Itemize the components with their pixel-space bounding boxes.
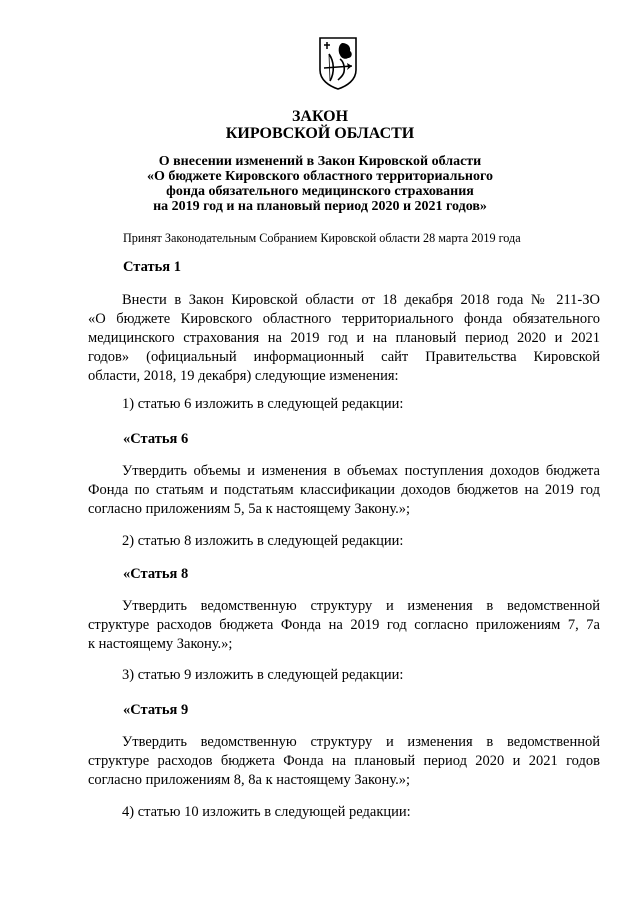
- text-line: 4) статью 10 изложить в следующей редакции:: [122, 804, 411, 820]
- text-line: области, 2018, 19 декабря) следующие изменения:: [88, 368, 399, 384]
- text-line: Внести в Закон Кировской области от 18 декабря 2018 года № 211-ЗО: [122, 292, 600, 308]
- text-line: годов» (официальный информационный сайт Правительства Кировской: [88, 349, 600, 365]
- article-6-heading: «Статья 6: [123, 431, 189, 447]
- text-line: медицинского страхования на 2019 год и на плановый период 2020 и 2021: [88, 330, 600, 346]
- subtitle-line: фонда обязательного медицинского страхования: [166, 184, 474, 199]
- article-1-intro: [88, 291, 600, 386]
- text-line: 2) статью 8 изложить в следующей редакции:: [122, 533, 404, 549]
- text-line: 3) статью 9 изложить в следующей редакции:: [122, 667, 404, 683]
- text-line: к настоящему Закону.»;: [88, 636, 233, 652]
- text-line: структуре расходов бюджета Фонда на плановый период 2020 и 2021 годов: [88, 753, 600, 769]
- adoption-note: Принят Законодательным Собранием Кировской области 28 марта 2019 года: [123, 231, 521, 245]
- coat-of-arms-icon: [318, 36, 358, 90]
- amendment-item-4: [88, 803, 600, 822]
- text-line: согласно приложениям 5, 5а к настоящему Закону.»;: [88, 501, 411, 517]
- amendment-item-1: [88, 395, 600, 414]
- text-line: Утвердить ведомственную структуру и изменения в ведомственной: [122, 598, 600, 614]
- text-line: «О бюджете Кировского областного территориального фонда обязательного: [88, 311, 600, 327]
- article-9-text: [88, 733, 600, 790]
- article-6-text: [88, 462, 600, 519]
- amendment-item-3: [88, 666, 600, 685]
- amendment-item-2: [88, 532, 600, 551]
- subtitle-line: на 2019 год и на плановый период 2020 и 2021 годов»: [153, 199, 487, 214]
- article-8-text: [88, 597, 600, 654]
- text-line: Утвердить ведомственную структуру и изменения в ведомственной: [122, 734, 600, 750]
- law-region: КИРОВСКОЙ ОБЛАСТИ: [225, 125, 415, 142]
- article-9-heading: «Статья 9: [123, 702, 189, 718]
- text-line: Фонда по статьям и подстатьям классификации доходов бюджетов на 2019 год: [88, 482, 600, 498]
- text-line: структуре расходов бюджета Фонда на 2019 год согласно приложениям 7, 7а: [88, 617, 600, 633]
- text-line: 1) статью 6 изложить в следующей редакции:: [122, 396, 404, 412]
- subtitle-line: О внесении изменений в Закон Кировской области: [158, 154, 482, 169]
- law-subtitle: [0, 154, 640, 214]
- article-1-heading: Статья 1: [123, 259, 181, 275]
- text-line: Утвердить объемы и изменения в объемах поступления доходов бюджета: [122, 463, 600, 479]
- article-8-heading: «Статья 8: [123, 566, 189, 582]
- text-line: согласно приложениям 8, 8а к настоящему Закону.»;: [88, 772, 411, 788]
- subtitle-line: «О бюджете Кировского областного территориального: [146, 169, 494, 184]
- law-title: ЗАКОН: [291, 108, 349, 125]
